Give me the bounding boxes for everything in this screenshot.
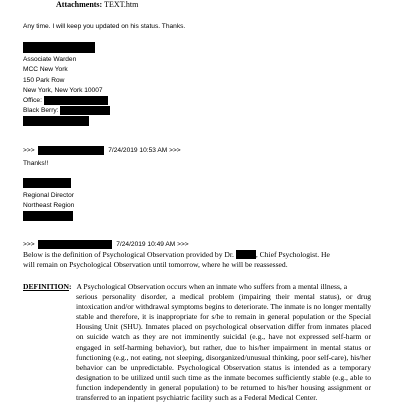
signature-office <box>23 96 108 105</box>
body-line: will remain on Psychological Observation until tomorrow, where he will be reassessed. <box>23 260 288 269</box>
body-text: , Chief Psychologist. He <box>255 250 330 259</box>
definition-label: DEFINITION <box>23 282 69 291</box>
blackberry-label: Black Berry: <box>23 107 59 114</box>
redacted-email <box>23 116 89 134</box>
message-body: Any time. I will keep you updated on his status. Thanks. <box>23 23 186 30</box>
quote-timestamp: 7/24/2019 10:49 AM >>> <box>116 241 189 248</box>
definition-colon: : <box>69 282 72 291</box>
redacted-sender <box>38 146 104 155</box>
office-label: Office: <box>23 97 42 104</box>
body-line <box>23 250 330 260</box>
quoted-header <box>23 240 189 249</box>
signature-street: 150 Park Row <box>23 77 65 84</box>
body-text: Below is the definition of Psychological Observation provided by Dr. <box>23 250 234 259</box>
attachments-line <box>56 0 138 10</box>
signature-city: New York, New York 10007 <box>23 87 103 94</box>
attachments-value[interactable]: TEXT.htm <box>104 0 139 9</box>
redacted-sender <box>38 240 112 249</box>
redacted-email <box>23 211 73 229</box>
definition-text: serious personality disorder, a medical problem (impairing their mental status), or drug intoxication and/or withdrawal symptoms begins to deteriorate. The inmate is no longer mentally stable and therefore, it is inappropriate for s/he to remain in general population or the Special Housing Unit (SHU). Inmates placed on psychological observation differ from inmates placed on suicide watch as they are not imminently suicidal (e.g., have not expressed self-harm or engaged in self-harming behavior), but rather, due to his/her impairment in mental status or functioning (e.g., not eating, not sleeping, disorganized/unusual thinking, poor self-care), his/her behavior can be unpredictable. Psychological Observation status is intended as a temporary designation to be utilized until such time as the inmate becomes sufficiently stable (e.g., able to function independently in general population) to be returned to his/her housing assignment or transferred to an inpatient psychiatric facility such as a Federal Medical Center. <box>76 292 371 403</box>
signature-org: MCC New York <box>23 66 68 73</box>
attachments-label: Attachments: <box>56 0 103 9</box>
signature-title: Regional Director <box>23 192 74 199</box>
quoted-header <box>23 146 181 155</box>
definition-first-line <box>23 282 371 292</box>
signature-blackberry <box>23 106 110 115</box>
message-body: Thanks!! <box>23 160 49 167</box>
signature-region: Northeast Region <box>23 202 75 209</box>
quote-prefix: >>> <box>23 147 35 154</box>
quote-prefix: >>> <box>23 241 35 248</box>
redacted-doctor-name <box>236 250 256 259</box>
quote-timestamp: 7/24/2019 10:53 AM >>> <box>108 147 181 154</box>
signature-title: Associate Warden <box>23 56 77 63</box>
definition-text-start: A Psychological Observation occurs when an inmate who suffers from a mental illness, a <box>76 282 348 291</box>
definition-block <box>23 282 371 403</box>
redacted-blackberry-number <box>60 106 110 115</box>
redacted-office-number <box>44 96 108 105</box>
